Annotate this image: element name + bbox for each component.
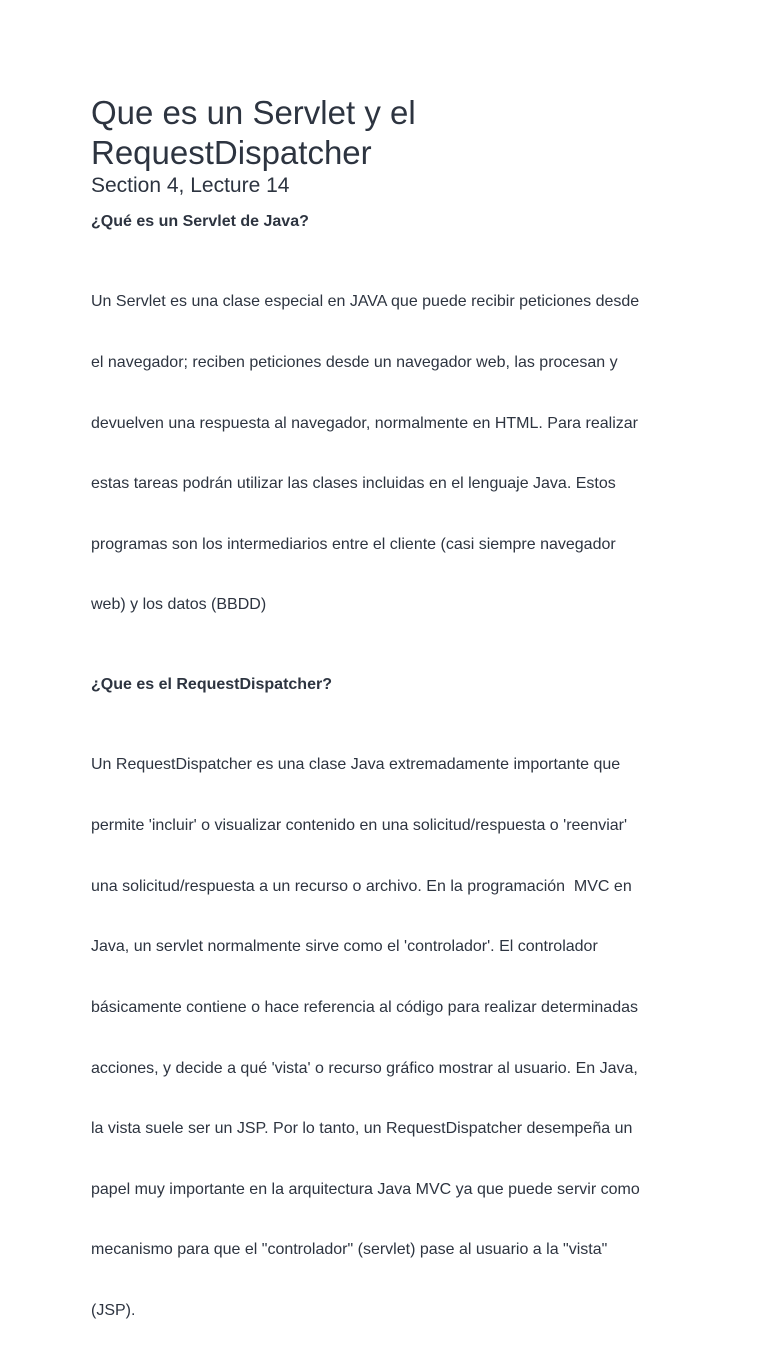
paragraph-line: permite 'incluir' o visualizar contenido en una solicitud/respuesta o 'reenviar' — [91, 817, 628, 835]
paragraph-line: una solicitud/respuesta a un recurso o archivo. En la programación MVC en — [91, 877, 632, 895]
paragraph-line: papel muy importante en la arquitectura Java MVC ya que puede servir como — [91, 1180, 640, 1198]
paragraph-line: (JSP). — [91, 1301, 136, 1319]
paragraph-line: web) y los datos (BBDD) — [91, 596, 267, 614]
section-heading-requestdispatcher: ¿Que es el RequestDispatcher? — [91, 676, 332, 694]
paragraph-line: Java, un servlet normalmente sirve como el 'controlador'. El controlador — [91, 938, 598, 956]
paragraph-line: devuelven una respuesta al navegador, normalmente en HTML. Para realizar — [91, 414, 638, 432]
paragraph-line: básicamente contiene o hace referencia al código para realizar determinadas — [91, 998, 638, 1016]
document-page — [91, 93, 681, 1362]
section-paragraph-requestdispatcher — [91, 715, 681, 1362]
paragraph-line: Un RequestDispatcher es una clase Java extremadamente importante que — [91, 756, 621, 774]
paragraph-line: programas son los intermediarios entre el cliente (casi siempre navegador — [91, 535, 616, 553]
section-heading-servlet: ¿Qué es un Servlet de Java? — [91, 213, 309, 230]
paragraph-line: acciones, y decide a qué 'vista' o recurso gráfico mostrar al usuario. En Java, — [91, 1059, 638, 1077]
page-title — [91, 93, 681, 173]
paragraph-line: el navegador; reciben peticiones desde un navegador web, las procesan y — [91, 354, 618, 372]
section-paragraph-servlet — [91, 252, 681, 656]
page-title-line-2: RequestDispatcher — [91, 134, 372, 171]
paragraph-line: estas tareas podrán utilizar las clases incluidas en el lenguaje Java. Estos — [91, 475, 616, 493]
page-subtitle: Section 4, Lecture 14 — [91, 174, 290, 197]
paragraph-line: Un Servlet es una clase especial en JAVA que puede recibir peticiones desde — [91, 293, 640, 311]
page-title-line-1: Que es un Servlet y el — [91, 94, 416, 131]
paragraph-line: la vista suele ser un JSP. Por lo tanto, un RequestDispatcher desempeña un — [91, 1120, 633, 1138]
paragraph-line: mecanismo para que el "controlador" (servlet) pase al usuario a la "vista" — [91, 1241, 608, 1259]
